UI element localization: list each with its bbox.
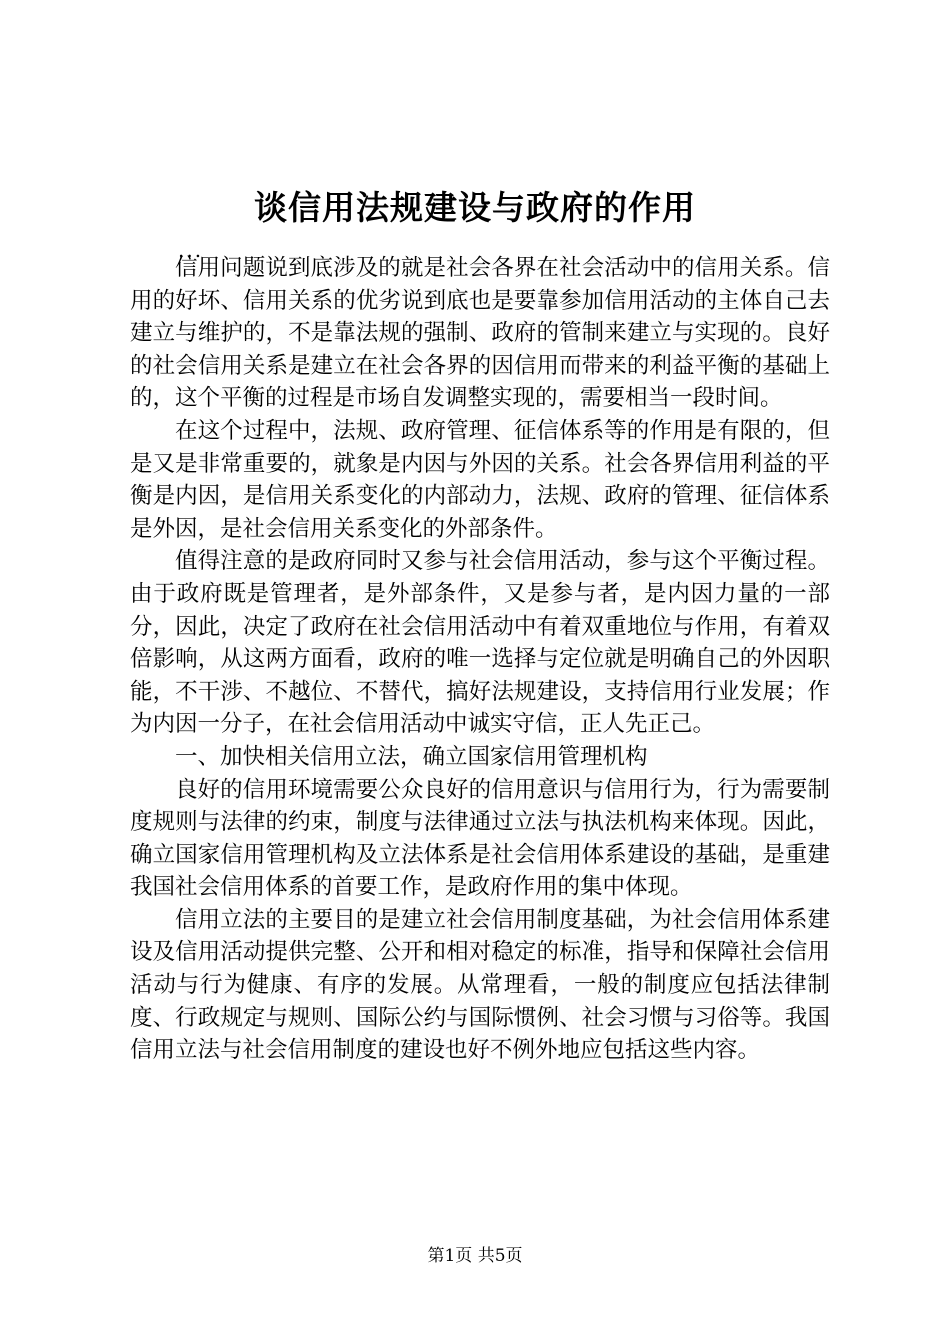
section-heading: 一、加快相关信用立法，确立国家信用管理机构: [175, 743, 648, 770]
paragraph: 在这个过程中，法规、政府管理、征信体系等的作用是有限的，但是又是非常重要的，就象是内因与外因的关系。社会各界信用利益的平衡是内因，是信用关系变化的内部动力，法规、政府的管理、征信体系是外因，是社会信用关系变化的外部条件。: [130, 417, 830, 542]
document-body: [130, 252, 830, 1067]
paragraph: 信用立法的主要目的是建立社会信用制度基础，为社会信用体系建设及信用活动提供完整、公开和相对稳定的标准，指导和保障社会信用活动与行为健康、有序的发展。从常理看，一般的制度应包括法律制度、行政规定与规则、国际公约与国际惯例、社会习惯与习俗等。我国信用立法与社会信用制度的建设也好不例外地应包括这些内容。: [130, 906, 830, 1064]
paragraph: 信用问题说到底涉及的就是社会各界在社会活动中的信用关系。信用的好坏、信用关系的优劣说到底也是要靠参加信用活动的主体自己去建立与维护的，不是靠法规的强制、政府的管制来建立与实现的。良好的社会信用关系是建立在社会各界的因信用而带来的利益平衡的基础上的，这个平衡的过程是市场自发调整实现的，需要相当一段时间。: [130, 255, 830, 412]
ellipsis-marker: ...: [178, 238, 204, 262]
paragraph: 值得注意的是政府同时又参与社会信用活动，参与这个平衡过程。由于政府既是管理者，是外部条件，又是参与者，是内因力量的一部分，因此，决定了政府在社会信用活动中有着双重地位与作用，有着双倍影响，从这两方面看，政府的唯一选择与定位就是明确自己的外因职能，不干涉、不越位、不替代，搞好法规建设，支持信用行业发展；作为内因一分子，在社会信用活动中诚实守信，正人先正己。: [130, 548, 830, 738]
paragraph: 良好的信用环境需要公众良好的信用意识与信用行为，行为需要制度规则与法律的约束，制度与法律通过立法与执法机构来体现。因此，确立国家信用管理机构及立法体系是社会信用体系建设的基础，是重建我国社会信用体系的首要工作，是政府作用的集中体现。: [130, 776, 830, 901]
page-number-footer: 第1页 共5页: [427, 1246, 523, 1266]
document-title: 谈信用法规建设与政府的作用: [254, 188, 696, 227]
